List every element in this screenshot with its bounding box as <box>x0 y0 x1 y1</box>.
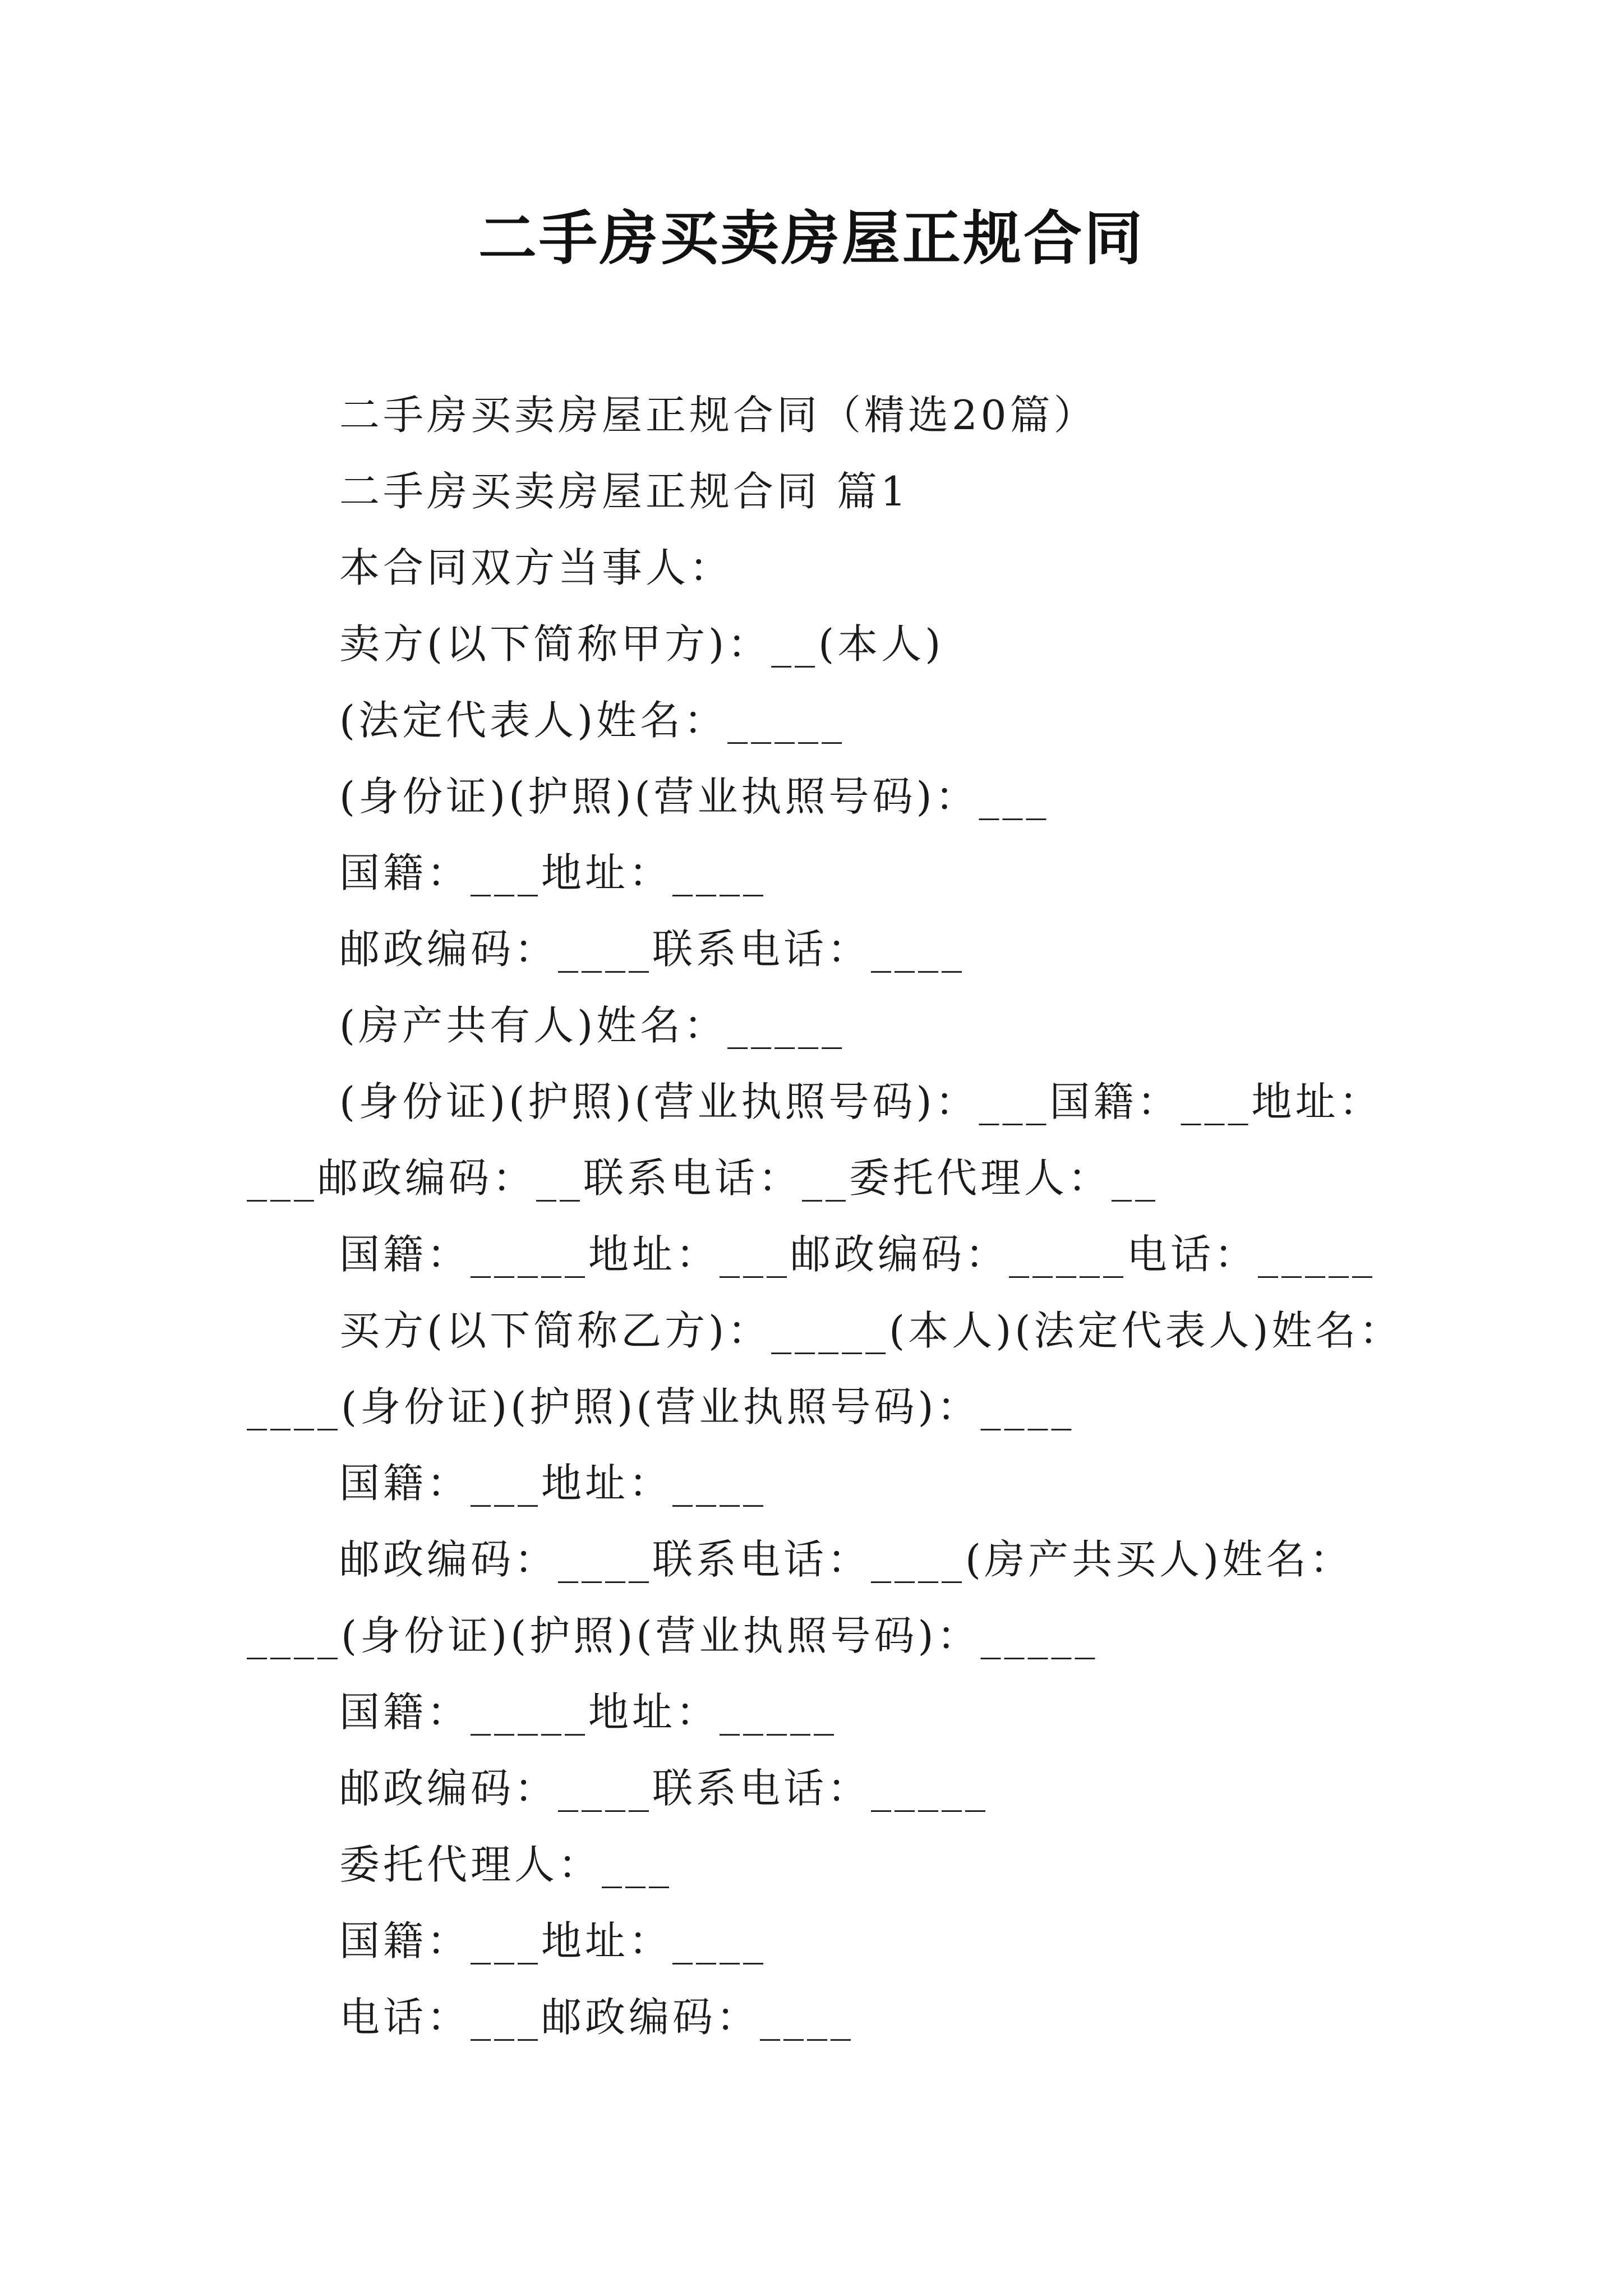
text-line-10: (身份证)(护照)(营业执照号码)：___国籍：___地址： <box>339 1078 1383 1125</box>
text-line-17: ____(身份证)(护照)(营业执照号码)：_____ <box>247 1612 1099 1659</box>
text-line-15: 国籍：___地址：____ <box>339 1460 767 1507</box>
document-body <box>247 377 1408 2055</box>
text-line-7: 国籍：___地址：____ <box>339 849 767 896</box>
text-line-18: 国籍：_____地址：_____ <box>339 1688 838 1736</box>
text-line-21: 国籍：___地址：____ <box>339 1917 767 1964</box>
text-line-20: 委托代理人：___ <box>339 1841 673 1888</box>
text-line-2: 二手房买卖房屋正规合同 篇1 <box>339 468 910 515</box>
text-line-1: 二手房买卖房屋正规合同（精选20篇） <box>339 392 1098 439</box>
text-line-12: 国籍：_____地址：___邮政编码：_____电话：_____ <box>339 1231 1376 1278</box>
document-title: 二手房买卖房屋正规合同 <box>478 204 1145 273</box>
text-line-22: 电话：___邮政编码：____ <box>339 1994 855 2041</box>
text-line-14: ____(身份证)(护照)(营业执照号码)：____ <box>247 1383 1075 1430</box>
text-line-13: 买方(以下简称乙方)：_____(本人)(法定代表人)姓名： <box>339 1307 1403 1354</box>
text-line-6: (身份证)(护照)(营业执照号码)：___ <box>339 773 1050 820</box>
text-line-19: 邮政编码：____联系电话：_____ <box>339 1765 989 1812</box>
text-line-8: 邮政编码：____联系电话：____ <box>339 926 966 973</box>
text-line-4: 卖方(以下简称甲方)：__(本人) <box>339 620 944 668</box>
text-line-11: ___邮政编码：__联系电话：__委托代理人：__ <box>247 1154 1159 1202</box>
text-line-5: (法定代表人)姓名：_____ <box>339 697 846 744</box>
text-line-16: 邮政编码：____联系电话：____(房产共买人)姓名： <box>339 1536 1354 1583</box>
text-line-3: 本合同双方当事人： <box>339 544 734 591</box>
text-line-9: (房产共有人)姓名：_____ <box>339 1002 846 1049</box>
